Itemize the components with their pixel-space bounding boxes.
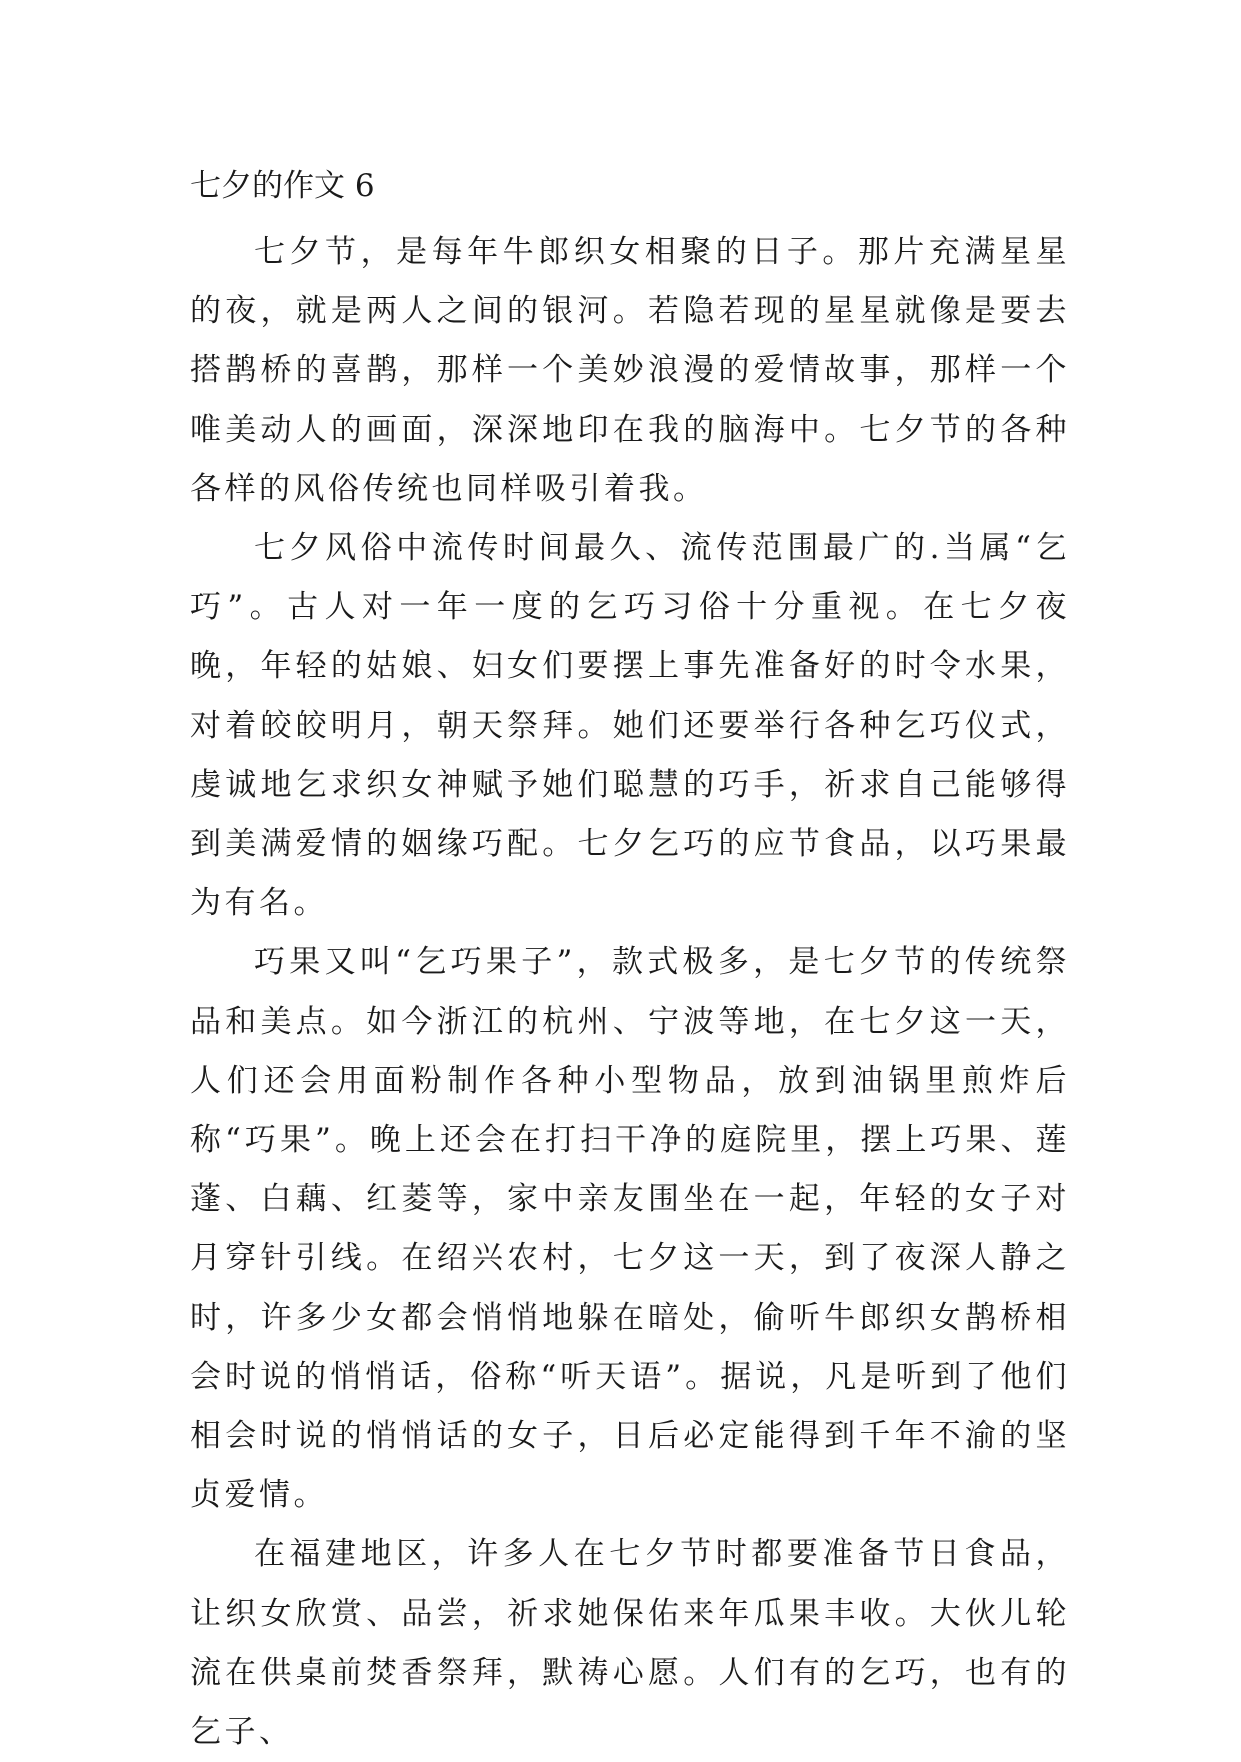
paragraph-3: 巧果又叫“乞巧果子”，款式极多，是七夕节的传统祭品和美点。如今浙江的杭州、宁波等地，在七夕这一天，人们还会用面粉制作各种小型物品，放到油锅里煎炸后称“巧果”。晚上还会在打扫干净的庭院里，摆上巧果、莲蓬、白藕、红菱等，家中亲友围坐在一起，年轻的女子对月穿针引线。在绍兴农村，七夕这一天，到了夜深人静之时，许多少女都会悄悄地躲在暗处，偷听牛郎织女鹊桥相会时说的悄悄话，俗称“听天语”。据说，凡是听到了他们相会时说的悄悄话的女子，日后必定能得到千年不渝的坚贞爱情。 (190, 944, 1070, 1514)
document-title: 七夕的作文 6 (190, 168, 375, 204)
paragraph-4: 在福建地区，许多人在七夕节时都要准备节日食品，让织女欣赏、品尝，祈求她保佑来年瓜果丰收。大伙儿轮流在供桌前焚香祭拜，默祷心愿。人们有的乞巧，也有的乞子、 (190, 1536, 1070, 1751)
document-page (190, 160, 1070, 1762)
paragraph-1: 七夕节，是每年牛郎织女相聚的日子。那片充满星星的夜，就是两人之间的银河。若隐若现的星星就像是要去搭鹊桥的喜鹊，那样一个美妙浪漫的爱情故事，那样一个唯美动人的画面，深深地印在我的脑海中。七夕节的各种各样的风俗传统也同样吸引着我。 (190, 234, 1070, 507)
paragraph-2: 七夕风俗中流传时间最久、流传范围最广的.当属“乞巧”。古人对一年一度的乞巧习俗十分重视。在七夕夜晚，年轻的姑娘、妇女们要摆上事先准备好的时令水果，对着皎皎明月，朝天祭拜。她们还要举行各种乞巧仪式，虔诚地乞求织女神赋予她们聪慧的巧手，祈求自己能够得到美满爱情的姻缘巧配。七夕乞巧的应节食品，以巧果最为有名。 (190, 530, 1070, 922)
